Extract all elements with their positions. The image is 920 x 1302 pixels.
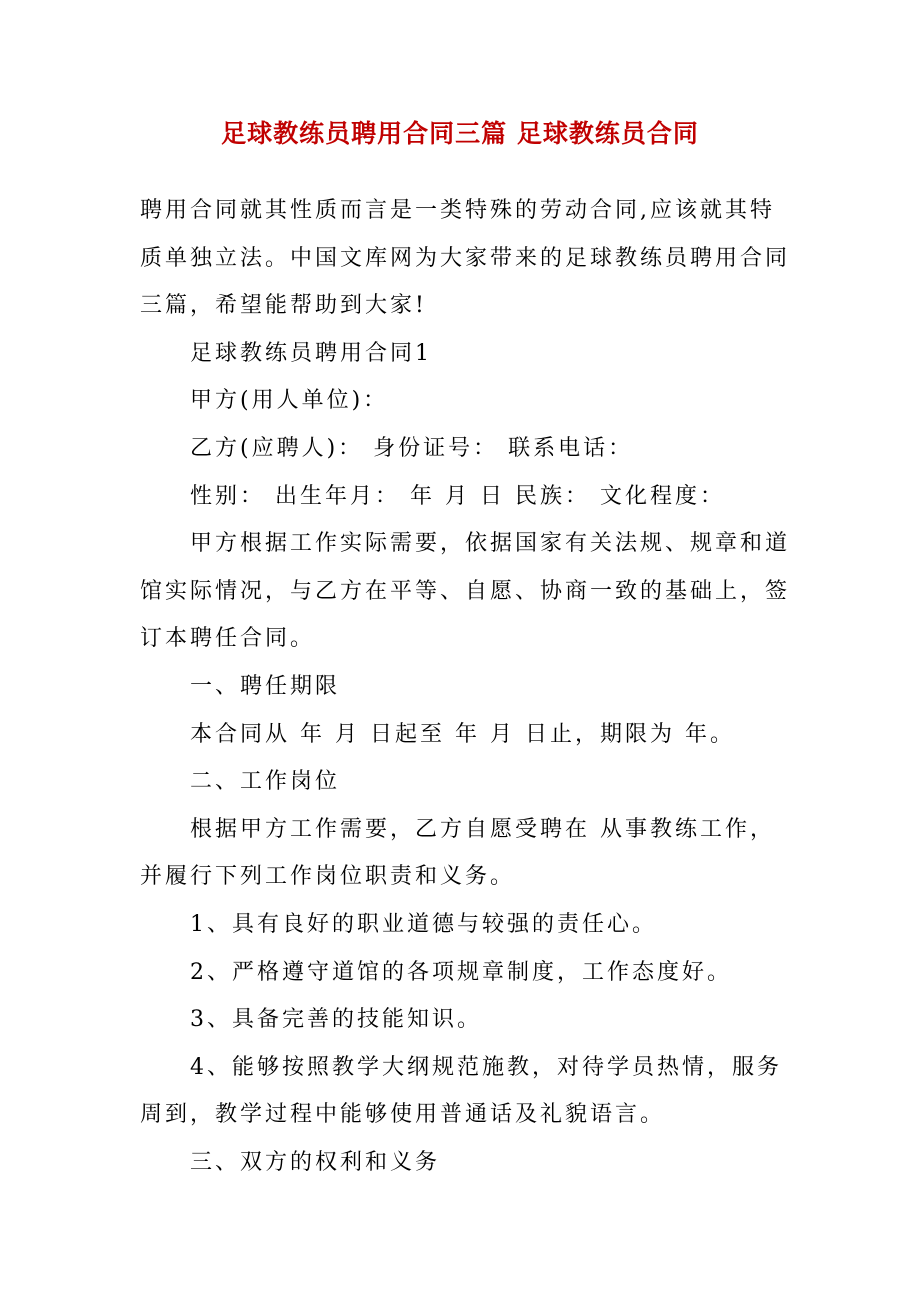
- document-title: 足球教练员聘用合同三篇 足球教练员合同: [221, 119, 699, 148]
- position-paragraph: 根据甲方工作需要，乙方自愿受聘在 从事教练工作，并履行下列工作岗位职责和义务。: [140, 816, 775, 890]
- personal-info-line: 性别： 出生年月： 年 月 日 民族： 文化程度：: [190, 483, 725, 509]
- duty-item-3: 3、具备完善的技能知识。: [190, 1007, 482, 1033]
- duty-item-1: 1、具有良好的职业道德与较强的责任心。: [190, 911, 657, 937]
- section-heading-term: 一、聘任期限: [190, 673, 341, 699]
- party-b-line: 乙方(应聘人)： 身份证号： 联系电话：: [190, 435, 634, 461]
- preamble-paragraph: 甲方根据工作实际需要，依据国家有关法规、规章和道馆实际情况，与乙方在平等、自愿、协商一致的基础上，签订本聘任合同。: [140, 531, 791, 652]
- intro-paragraph: 聘用合同就其性质而言是一类特殊的劳动合同,应该就其特质单独立法。中国文库网为大家带来的足球教练员聘用合同三篇，希望能帮助到大家!: [140, 198, 791, 319]
- party-a-line: 甲方(用人单位)：: [190, 388, 389, 414]
- contract-heading: 足球教练员聘用合同1: [190, 340, 432, 366]
- document-body: [140, 187, 790, 1186]
- duty-item-2: 2、严格遵守道馆的各项规章制度，工作态度好。: [190, 959, 732, 985]
- section-heading-rights: 三、双方的权利和义务: [190, 1149, 441, 1175]
- duty-item-4: 4、能够按照教学大纲规范施教，对待学员热情，服务周到，教学过程中能够使用普通话及礼貌语言。: [140, 1054, 782, 1128]
- term-paragraph: 本合同从 年 月 日起至 年 月 日止，期限为 年。: [190, 721, 735, 747]
- section-heading-position: 二、工作岗位: [190, 769, 341, 795]
